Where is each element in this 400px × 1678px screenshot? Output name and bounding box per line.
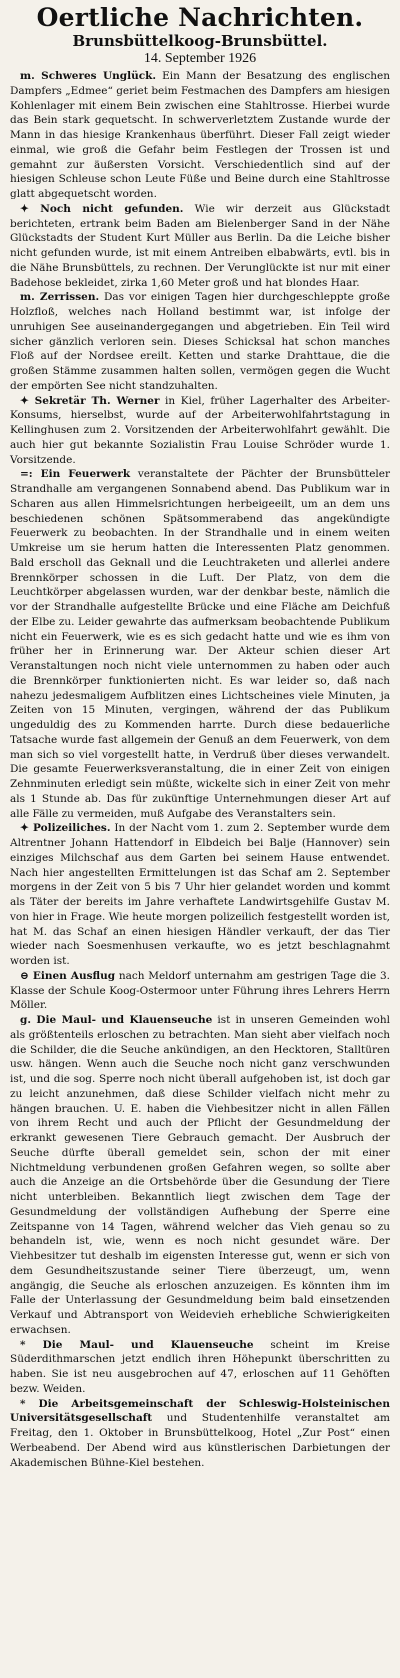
article-text: scheint im Kreise Süderdithmarschen jetzt endlich ihren Höhepunkt überschritten zu haben. Sie ist neu ausgebrochen auf 47, erloschen auf 11 Gehöften bezw. Weiden.	[10, 1338, 390, 1395]
article-text: nach Meldorf unternahm am gestrigen Tage die 3. Klasse der Schule Koog-Ostermoor unter Führung ihres Lehrers Herrn Möller.	[10, 969, 390, 1012]
article-headline: m. Schweres Unglück.	[20, 70, 157, 82]
article-arbeitsgemeinschaft	[10, 1397, 390, 1471]
article-unglueck	[10, 69, 390, 202]
article-headline: * Die Arbeitsgemeinschaft der Schleswig-Holsteinischen Universitätsgesellschaft	[10, 1397, 390, 1425]
article-text: und Studentenhilfe veranstaltet am Freitag, den 1. Oktober in Brunsbüttelkoog, Hotel „Zur Post“ einen Werbeabend. Der Abend wird aus künstlerischen Darbietungen der Akademischen Bühne-Kiel bestehen.	[10, 1412, 390, 1469]
article-klauenseuche-kreis	[10, 1338, 390, 1397]
article-column	[10, 69, 390, 1470]
article-text: Wie wir derzeit aus Glückstadt berichteten, ertrank beim Baden am Bielenberger Sand in der Nähe Glückstadts der Student Kurt Müller aus Berlin. Da die Leiche bisher nicht gefunden wurde, ist mit einem Antreiben elbabwärts, evtl. bis in die Nähe Brunsbüttels, zu rechnen. Der Verunglückte ist nur mit einer Badehose bekleidet, zirka 1,60 Meter groß und hat blondes Haar.	[10, 202, 390, 289]
article-zerrissen	[10, 290, 390, 393]
masthead	[10, 4, 390, 67]
section-title: Oertliche Nachrichten.	[36, 3, 364, 32]
article-headline: m. Zerrissen.	[20, 291, 100, 304]
article-headline: ⊖ Einen Ausflug	[20, 969, 116, 982]
article-feuerwerk	[10, 467, 390, 821]
article-klauenseuche-gemeinden	[10, 1013, 390, 1338]
article-nicht-gefunden	[10, 202, 390, 291]
article-headline: ✦ Noch nicht gefunden.	[20, 202, 184, 215]
article-text: veranstaltete der Pächter der Brunsbütteler Strandhalle am vergangenen Sonnabend abend. Das Publikum war in Scharen aus allen Himmelsrichtungen herbeigeeilt, um an dem uns beschiedenen schönen Spätsommerabend das angekündigte Feuerwerk zu beobachten. In der Strandhalle und in einem weiten Umkreise um sie herum hatten die Interessenten Platz genommen. Bald erscholl das Geknall und die Leuchtraketen und allerlei andere Brennkörper schossen in die Luft. Der Platz, von dem die Leuchtkörper abgelassen wurden, war der denkbar beste, nämlich die vor der Strandhalle aufgestellte Brücke und eine Fläche am Deichfuß der Elbe zu. Leider gewahrte das aufmerksam beobachtende Publikum nicht ein Feuerwerk, wie es es sich gedacht hatte und wie es ihm von früher her in Erinnerung war. Der Akteur schien dieser Art Veranstaltungen noch nicht viele unternommen zu haben oder auch die Brennkörper funktionierten nicht. Es war leider so, daß nach nahezu jedesmaligem Aufblitzen eines Lichtscheines viele Minuten, ja Zeiten von 15 Minuten, vergingen, während der das Publikum ungeduldig des zu Kommenden harrte. Durch diese bedauerliche Tatsache wurde fast allgemein der Genuß an dem Feuerwerk, von dem man sich so viel vorgestellt hatte, in Verdruß über dieses verwandelt. Die gesamte Feuerwerksveranstaltung, die in einer Zeit von einigen Zehnminuten erledigt sein müßte, wickelte sich in einer Zeit von mehr als 1 Stunde ab. Das für zukünftige Unternehmungen dieser Art auf alle Fälle zu vermeiden, muß Aufgabe des Veranstalters sein.	[10, 468, 391, 820]
issue-date: 14. September 1926	[143, 51, 257, 66]
article-text: Ein Mann der Besatzung des englischen Dampfers „Edmee“ geriet beim Festmachen des Dampfers am hiesigen Kohlenlager mit einem Bein zwischen eine Stahltrosse. Hierbei wurde das Bein stark gequetscht. In schwerverletztem Zustande wurde der Mann in das hiesige Krankenhaus überführt. Dieser Fall zeigt wieder einmal, wie groß die Gefahr beim Festlegen der Trossen ist und gemahnt zur äußersten Vorsicht. Verschiedentlich sind auf der hiesigen Schleuse schon Leute Füße und Beine durch eine Stahltrosse glatt abgequetscht worden.	[10, 70, 390, 200]
article-werner	[10, 394, 390, 468]
article-ausflug	[10, 969, 390, 1013]
article-headline: g. Die Maul- und Klauenseuche	[20, 1014, 213, 1026]
article-text: In der Nacht vom 1. zum 2. September wurde dem Altrentner Johann Hattendorf in Elbdeich bei Balje (Hannover) sein einziges Milchschaf aus dem Garten bei seinem Hause entwendet. Nach hier angestellten Ermittelungen ist das Schaf am 2. September morgens in der Zeit von 5 bis 7 Uhr hier gelandet worden und kommt als Täter der bereits im Jahre verhaftete Landwirtsgehilfe Gustav M. von hier in Frage. Wie heute morgen polizeilich festgestellt worden ist, hat M. das Schaf an einen hiesigen Händler verkauft, der das Tier wieder nach Soesmenhusen verkaufte, wo es jetzt beschlagnahmt worden ist.	[10, 822, 391, 967]
article-text: in Kiel, früher Lagerhalter des Arbeiter-Konsums, hierselbst, wurde auf der Arbeiterwohlfahrtstagung in Kellinghusen zum 2. Vorsitzenden der Arbeiterwohlfahrt gewählt. Die auch hier gut bekannte Sozialistin Frau Louise Schröder wurde 1. Vorsitzende.	[10, 394, 390, 466]
article-headline: ✦ Sekretär Th. Werner	[20, 394, 160, 407]
article-headline: ✦ Polizeiliches.	[20, 822, 111, 835]
article-text: Das vor einigen Tagen hier durchgeschleppte große Holzfloß, welches nach Holland bestimmt war, ist infolge der unruhigen See auseinandergegangen und abgetrieben. Ein Teil wird sicher gänzlich verloren sein. Dieses Schicksal hat schon manches Floß auf der Nordsee ereilt. Ketten und starke Drahttaue, die die großen Stämme zusammen halten sollen, vermögen gegen die Wucht der empörten See nicht standzuhalten.	[10, 291, 390, 392]
article-headline: =: Ein Feuerwerk	[20, 468, 131, 481]
section-subtitle: Brunsbüttelkoog-Brunsbüttel.	[72, 32, 328, 50]
article-polizeiliches	[10, 821, 390, 969]
article-text: ist in unseren Gemeinden wohl als größtenteils erloschen zu betrachten. Man sieht aber vielfach noch die Schilder, die die Seuche ankündigen, an den Hecktoren, Stalltüren usw. hängen. Wenn auch die Seuche noch nicht ganz verschwunden ist, und die sog. Sperre noch nicht überall aufgehoben ist, ist doch gar zu leicht anzunehmen, daß diese Schilder vielfach nicht mehr zu hängen brauchen. U. E. haben die Viehbesitzer nicht in allen Fällen von ihrem Recht und auch der Pflicht der Gesundmeldung der erkrankt gewesenen Tiere Gebrauch gemacht. Der Ausbruch der Seuche dürfte überall gemeldet sein, schon der mit einer Nichtmeldung verbundenen großen Gefahren wegen, so sollte aber auch die Anzeige an die Ortsbehörde über die Gesundung der Tiere nicht unterbleiben. Bekanntlich liegt zwischen dem Tage der Gesundmeldung der vollständigen Aufhebung der Sperre eine Zeitspanne von 14 Tagen, während welcher das Vieh genau so zu behandeln ist, wie, wenn es noch nicht gesundet wäre. Der Viehbesitzer tut deshalb im eigensten Interesse gut, wenn er sich von dem Gesundheitszustande seiner Tiere überzeugt, um, wenn angängig, die Seuche als erloschen anzuzeigen. Es könnten ihm im Falle der Unterlassung der Gesundmeldung beim bald einsetzenden Verkauf und Abtransport von Weidevieh erhebliche Schwierigkeiten erwachsen.	[10, 1014, 390, 1336]
article-headline: * Die Maul- und Klauenseuche	[20, 1338, 254, 1351]
